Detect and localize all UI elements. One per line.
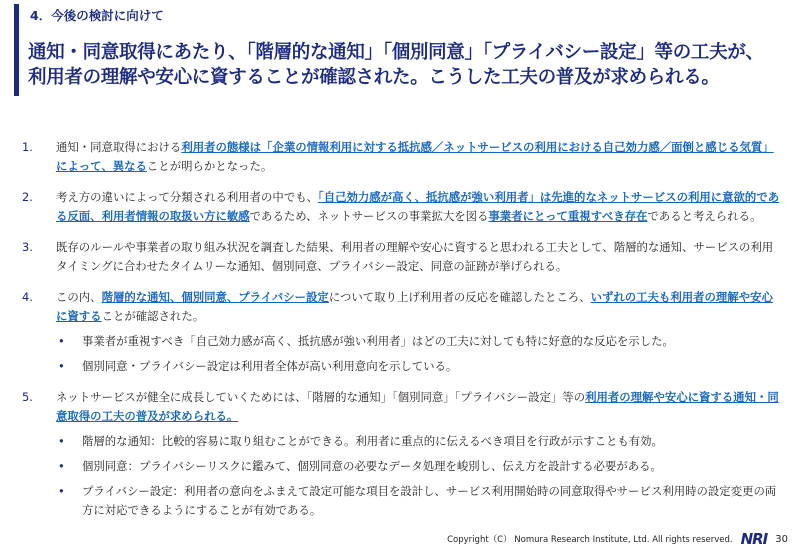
item-text: ことが明らかとなった。 — [146, 159, 273, 173]
headline — [28, 40, 788, 90]
sub-list — [56, 432, 782, 520]
item-text: について取り上げ利用者の反応を確認したところ、 — [328, 290, 591, 304]
findings-list — [22, 138, 782, 532]
item-text: 既存のルールや事業者の取り組み状況を調査した結果、利用者の理解や安心に資すると思われる工夫として、階層的な通知、サービスの利用タイミングに合わせたタイムリーな通知、個別同意、プライバシー設定、同意の証跡が挙げられる。 — [56, 240, 774, 273]
bullet-icon: • — [58, 434, 65, 448]
list-item — [22, 188, 782, 226]
sub-list — [56, 332, 782, 376]
item-number: 2. — [22, 190, 33, 204]
list-item — [22, 238, 782, 276]
sub-item-text: 事業者が重視すべき「自己効力感が高く、抵抗感が強い利用者」はどの工夫に対しても特に好意的な反応を示した。 — [82, 334, 674, 348]
page-number: 30 — [775, 533, 788, 545]
headline-line-1: 通知・同意取得にあたり、「階層的な通知」「個別同意」「プライバシー設定」等の工夫が、 — [28, 42, 764, 63]
item-text: であるため、ネットサービスの事業拡大を図る — [249, 209, 489, 223]
sub-item — [56, 332, 782, 351]
item-text: 考え方の違いによって分類される利用者の中でも、 — [56, 190, 318, 204]
item-number: 4. — [22, 290, 33, 304]
item-text: であると考えられる。 — [647, 209, 762, 223]
list-item — [22, 288, 782, 376]
item-number: 3. — [22, 240, 33, 254]
item-highlight: 利用者の理解や安心に資する通知・同意取得の工夫の普及が求められる。 — [56, 390, 779, 423]
item-highlight: 事業者にとって重視すべき存在 — [488, 209, 648, 223]
sub-item — [56, 457, 782, 476]
bullet-icon: • — [58, 359, 65, 373]
section-label: 4．今後の検討に向けて — [30, 8, 164, 23]
item-highlight: いずれの工夫も利用者の理解や安心に資する — [56, 290, 773, 323]
list-item — [22, 138, 782, 176]
item-text: ことが確認された。 — [101, 309, 205, 323]
copyright: Copyright（C） Nomura Research Institute, Ltd. All rights reserved. — [447, 535, 733, 545]
bullet-icon: • — [58, 334, 65, 348]
item-number: 5. — [22, 390, 33, 404]
headline-line-2: 利用者の理解や安心に資することが確認された。こうした工夫の普及が求められる。 — [28, 67, 720, 88]
sub-item — [56, 357, 782, 376]
item-highlight: 「自己効力感が高く、抵抗感が強い利用者」は先進的なネットサービスの利用に意欲的である反面、利用者情報の取扱い方に敏感 — [56, 190, 780, 223]
sub-item-text: 階層的な通知：比較的容易に取り組むことができる。利用者に重点的に伝えるべき項目を行政が示すことも有効。 — [82, 434, 663, 448]
sub-item-text: 個別同意・プライバシー設定は利用者全体が高い利用意向を示している。 — [82, 359, 458, 373]
bullet-icon: • — [58, 484, 65, 498]
item-text: 通知・同意取得における — [56, 140, 182, 154]
nri-logo: NRI — [740, 530, 768, 548]
footer — [447, 530, 788, 548]
item-highlight: 階層的な通知、個別同意、プライバシー設定 — [101, 290, 329, 304]
item-number: 1. — [22, 140, 33, 154]
item-text: この内、 — [56, 290, 102, 304]
item-highlight: 利用者の態様は「企業の情報利用に対する抵抗感／ネットサービスの利用における自己効力感／面倒と感じる気質」によって、異なる — [56, 140, 774, 173]
item-text: ネットサービスが健全に成長していくためには、「階層的な通知」「個別同意」「プライバシー設定」等の — [56, 390, 586, 404]
sub-item — [56, 482, 782, 520]
bullet-icon: • — [58, 459, 65, 473]
sub-item — [56, 432, 782, 451]
sub-item-text: プライバシー設定：利用者の意向をふまえて設定可能な項目を設計し、サービス利用開始時の同意取得やサービス利用時の設定変更の両方に対応できるようにすることが有効である。 — [82, 484, 777, 517]
list-item — [22, 388, 782, 520]
accent-bar — [14, 4, 19, 96]
sub-item-text: 個別同意：プライバシーリスクに鑑みて、個別同意の必要なデータ処理を峻別し、伝え方を設計する必要がある。 — [82, 459, 662, 473]
